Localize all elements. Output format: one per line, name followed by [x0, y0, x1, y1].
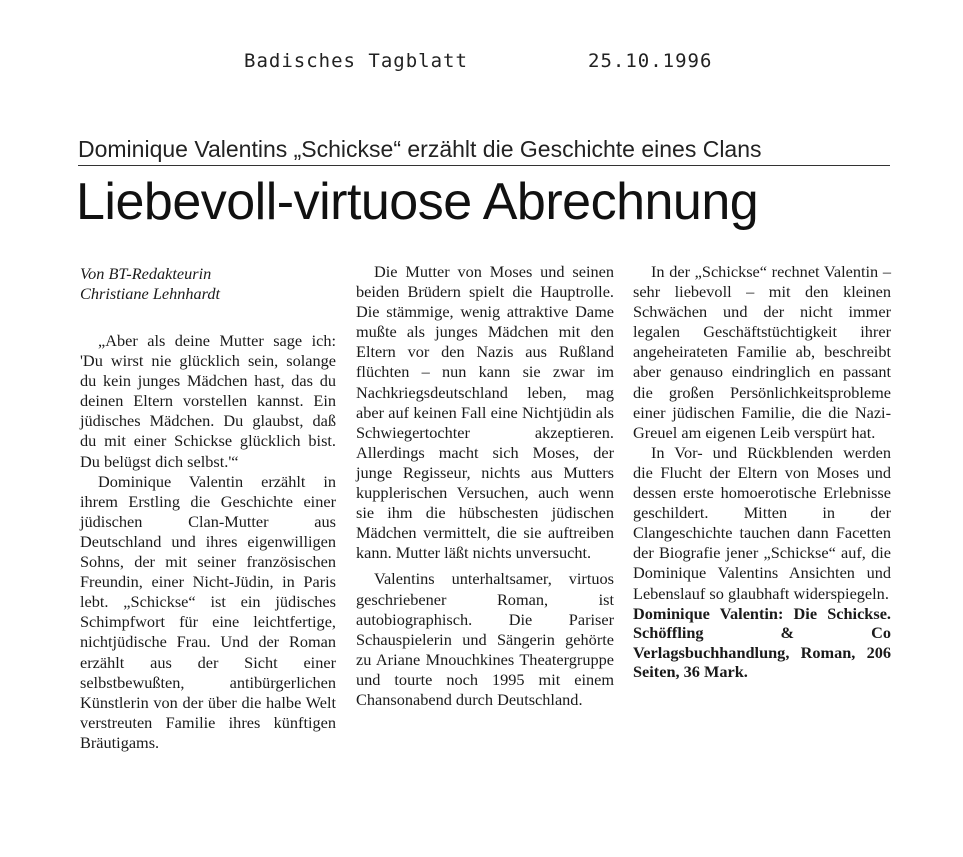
article-column-2	[356, 262, 614, 710]
paragraph-quote: „Aber als deine Mutter sage ich: 'Du wirst nie glücklich sein, solange du kein junges Mädchen hast, das du deinen Eltern vorstellen kannst. Ein jüdisches Mädchen. Du glaubst, daß du mit einer Schickse glücklich bist. Du belügst dich selbst.'“	[80, 331, 336, 471]
paragraph: In Vor- und Rückblenden werden die Flucht der Eltern von Moses und dessen erste homoerotische Erlebnisse geschildert. Mitten in der Clangeschichte tauchen dann Facetten der Biografie jener „Schickse“ auf, die Dominique Valentins Ansichten und Lebenslauf so glaubhaft widerspiegeln.	[633, 442, 891, 603]
paragraph: In der „Schickse“ rechnet Valentin – sehr liebevoll – mit den kleinen Schwächen und der nicht immer legalen Geschäftstüchtigkeit ihrer angeheirateten Familie ab, beschreibt aber genauso eindringlich en passant die großen Persönlichkeitsprobleme einer jüdischen Familie, die die Nazi-Greuel am eigenen Leib verspürt hat.	[633, 262, 891, 442]
book-info: Dominique Valentin: Die Schickse. Schöffling & Co Verlagsbuchhandlung, Roman, 206 Seiten, 36 Mark.	[633, 603, 891, 682]
article-column-3	[633, 262, 891, 682]
paragraph: Die Mutter von Moses und seinen beiden Brüdern spielt die Hauptrolle. Die stämmige, wenig attraktive Dame mußte als junges Mädchen mit den Eltern vor den Nazis aus Rußland flüchten – nun kann sie zwar im Nachkriegsdeutschland leben, mag aber auf keinen Fall eine Nichtjüdin als Schwiegertochter akzeptieren. Allerdings macht sich Moses, der junge Regisseur, nichts aus Mutters kupplerischen Versuchen, auch wenn sie ihm die hübschesten jüdischen Mädchen vermittelt, die sie auftreiben kann. Mutter läßt nichts unversucht.	[356, 262, 614, 563]
paragraph: Dominique Valentin erzählt in ihrem Erstling die Geschichte einer jüdischen Clan-Mutter aus Deutschland und ihres eigenwilligen Sohns, der mit seiner französischen Freundin, einer Nicht-Jüdin, in Paris lebt. „Schickse“ ist ein jüdisches Schimpfwort für eine leichtfertige, nichtjüdische Frau. Und der Roman erzählt aus der Sicht einer selbstbewußten, antibürgerlichen Künstlerin von der über die halbe Welt verstreuten Familie ihres künftigen Bräutigams.	[80, 471, 336, 752]
article-kicker: Dominique Valentins „Schickse“ erzählt die Geschichte eines Clans	[78, 136, 890, 166]
newspaper-name: Badisches Tagblatt	[244, 50, 468, 72]
article-headline: Liebevoll-virtuose Abrechnung	[76, 173, 759, 231]
article-column-1	[80, 264, 336, 753]
byline	[80, 264, 336, 304]
byline-line-1: Von BT-Redakteurin	[80, 264, 212, 283]
byline-author: Christiane Lehnhardt	[80, 284, 221, 303]
paragraph: Valentins unterhaltsamer, virtuos geschriebener Roman, ist autobiographisch. Die Pariser Schauspielerin und Sängerin gehörte zu Ariane Mnouchkines Theatergruppe und tourte noch 1995 mit einem Chansonabend durch Deutschland.	[356, 569, 614, 709]
clipping-date: 25.10.1996	[588, 50, 713, 72]
